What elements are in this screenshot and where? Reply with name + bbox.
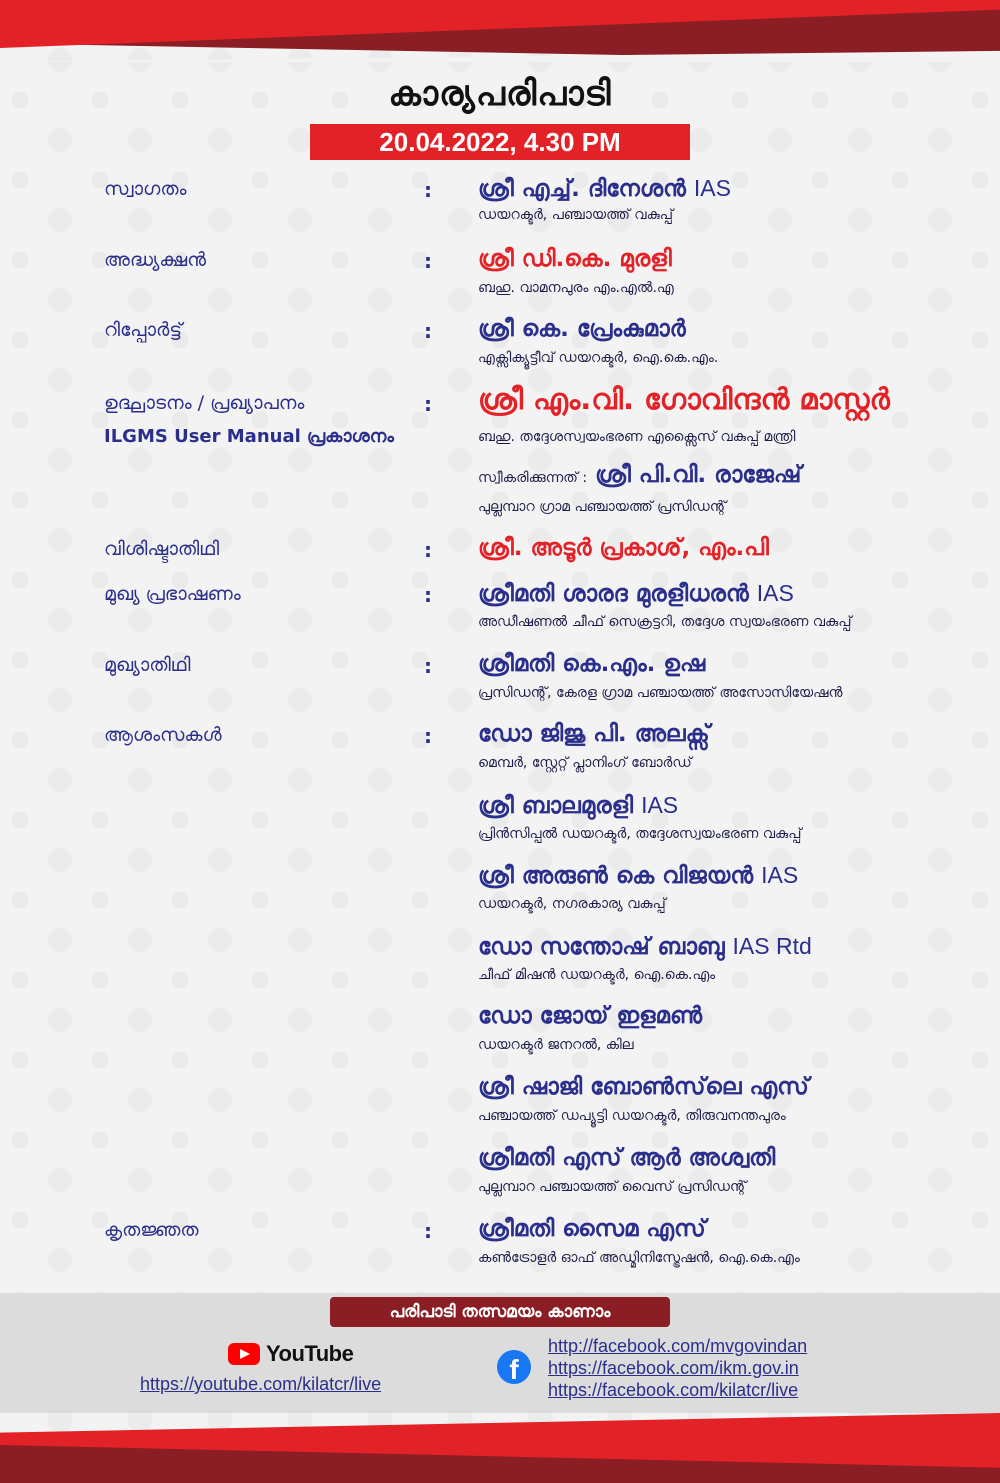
colon: : <box>424 538 432 562</box>
speaker-designation: പുല്ലമ്പാറ പഞ്ചായത്ത് വൈസ് പ്രസിഡന്റ് <box>478 1179 747 1195</box>
speaker-designation: ചീഫ് മിഷൻ ഡയറക്ടർ, ഐ.കെ.എം <box>478 967 716 983</box>
facebook-link-kilatcr[interactable]: https://facebook.com/kilatcr/live <box>548 1380 799 1400</box>
speaker-name: ശ്രീമതി സൈമ എസ് <box>478 1216 706 1242</box>
facebook-link-mvgovindan[interactable]: http://facebook.com/mvgovindan <box>548 1336 808 1356</box>
speaker-name: ഡോ ജോയ് ഇളമൺ <box>478 1003 703 1029</box>
speaker-designation: അഡീഷണൽ ചീഫ് സെക്രട്ടറി, തദ്ദേശ സ്വയംഭരണ വകുപ്പ് <box>478 614 852 630</box>
speaker-designation: ഡയറക്ടർ, നഗരകാര്യ വകുപ്പ് <box>478 896 666 912</box>
speaker-designation: ഡയറക്ടർ, പഞ്ചായത്ത് വകുപ്പ് <box>478 207 673 223</box>
speaker-designation: പ്രസിഡന്റ്, കേരള ഗ്രാമ പഞ്ചായത്ത് അസോസിയേഷൻ <box>478 685 843 701</box>
speaker-designation: ബഹു. തദ്ദേശസ്വയംഭരണ എക്സൈസ് വകുപ്പ് മന്ത്രി <box>478 429 796 445</box>
colon: : <box>424 249 432 273</box>
facebook-icon: f <box>497 1350 531 1384</box>
colon: : <box>424 178 432 202</box>
speaker-designation: പ്രിൻസിപ്പൽ ഡയറക്ടർ, തദ്ദേശസ്വയംഭരണ വകുപ്പ് <box>478 826 802 842</box>
chief-guest-name: ശ്രീ എം.വി. ഗോവിന്ദൻ മാസ്റ്റർ <box>478 382 890 416</box>
program-label: മുഖ്യാതിഥി <box>104 654 191 676</box>
receiver-designation: പുല്ലമ്പാറ ഗ്രാമ പഞ്ചായത്ത് പ്രസിഡന്റ് <box>478 499 727 515</box>
youtube-logo <box>228 1340 353 1368</box>
program-label: റിപ്പോർട്ട് <box>104 319 183 341</box>
program-label: മുഖ്യ പ്രഭാഷണം <box>104 583 241 605</box>
speaker-designation: ഡയറക്ടർ ജനറൽ, കില <box>478 1037 634 1053</box>
program-label: കൃതജ്ഞത <box>104 1219 199 1241</box>
speaker-designation: ബഹു. വാമനപുരം എം.എൽ.എ <box>478 280 674 296</box>
speaker-designation: മെമ്പർ, സ്റ്റേറ്റ് പ്ലാനിംഗ് ബോർഡ് <box>478 755 692 771</box>
speaker-name: ശ്രീമതി എസ് ആർ അശ്വതി <box>478 1145 776 1171</box>
speaker-name: ശ്രീ. അടൂർ പ്രകാശ്, എം.പി <box>478 535 769 561</box>
receiver-name: സ്വീകരിക്കുന്നത് : ശ്രീ പി.വി. രാജേഷ് <box>478 462 802 488</box>
speaker-name: ശ്രീ ഡി.കെ. മുരളി <box>478 246 672 272</box>
colon: : <box>424 583 432 607</box>
speaker-name: ശ്രീമതി കെ.എം. ഉഷ <box>478 651 706 677</box>
program-label-secondary: ILGMS User Manual പ്രകാശനം <box>104 426 394 447</box>
watch-live-banner: പരിപാടി തത്സമയം കാണാം <box>330 1297 670 1327</box>
speaker-name: ശ്രീ ഷാജി ബോൺസ്‌ലെ എസ് <box>478 1074 809 1100</box>
speaker-name: ശ്രീ അരുൺ കെ വിജയൻ IAS <box>478 862 799 889</box>
speaker-name: ശ്രീ കെ. പ്രേംകുമാർ <box>478 316 686 342</box>
youtube-link[interactable]: https://youtube.com/kilatcr/live <box>140 1374 382 1394</box>
colon: : <box>424 392 432 416</box>
speaker-name: ശ്രീമതി ശാരദ മുരളീധരൻ IAS <box>478 580 794 607</box>
speaker-designation: പഞ്ചായത്ത് ഡപ്യൂട്ടി ഡയറക്ടർ, തിരുവനന്തപുരം <box>478 1108 786 1124</box>
date-time-badge: 20.04.2022, 4.30 PM <box>310 124 690 160</box>
program-label: വിശിഷ്ടാതിഥി <box>104 538 220 560</box>
youtube-play-icon <box>228 1343 260 1365</box>
program-label: അദ്ധ്യക്ഷൻ <box>104 249 206 271</box>
facebook-link-ikm[interactable]: https://facebook.com/ikm.gov.in <box>548 1358 799 1378</box>
facebook-links <box>548 1335 807 1401</box>
program-label: ആശംസകൾ <box>104 724 222 746</box>
colon: : <box>424 724 432 748</box>
speaker-name: ശ്രീ ബാലമുരളി IAS <box>478 792 679 819</box>
page-title: കാര്യപരിപാടി <box>388 74 612 114</box>
speaker-designation: എക്സിക്യൂട്ടീവ് ഡയറക്ടർ, ഐ.കെ.എം. <box>478 350 719 366</box>
speaker-name: ഡോ സന്തോഷ് ബാബു IAS Rtd <box>478 933 812 960</box>
speaker-name: ശ്രീ എച്ച്. ദിനേശൻ IAS <box>478 175 731 202</box>
youtube-wordmark: YouTube <box>266 1341 354 1366</box>
program-label: സ്വാഗതം <box>104 178 187 200</box>
speaker-designation: കൺട്രോളർ ഓഫ് അഡ്മിനിസ്ട്രേഷൻ, ഐ.കെ.എം <box>478 1250 800 1266</box>
colon: : <box>424 654 432 678</box>
colon: : <box>424 319 432 343</box>
speaker-name: ഡോ ജിജു പി. അലക്സ് <box>478 721 710 747</box>
colon: : <box>424 1219 432 1243</box>
program-label: ഉദ്ഘാടനം / പ്രഖ്യാപനം <box>104 392 305 414</box>
